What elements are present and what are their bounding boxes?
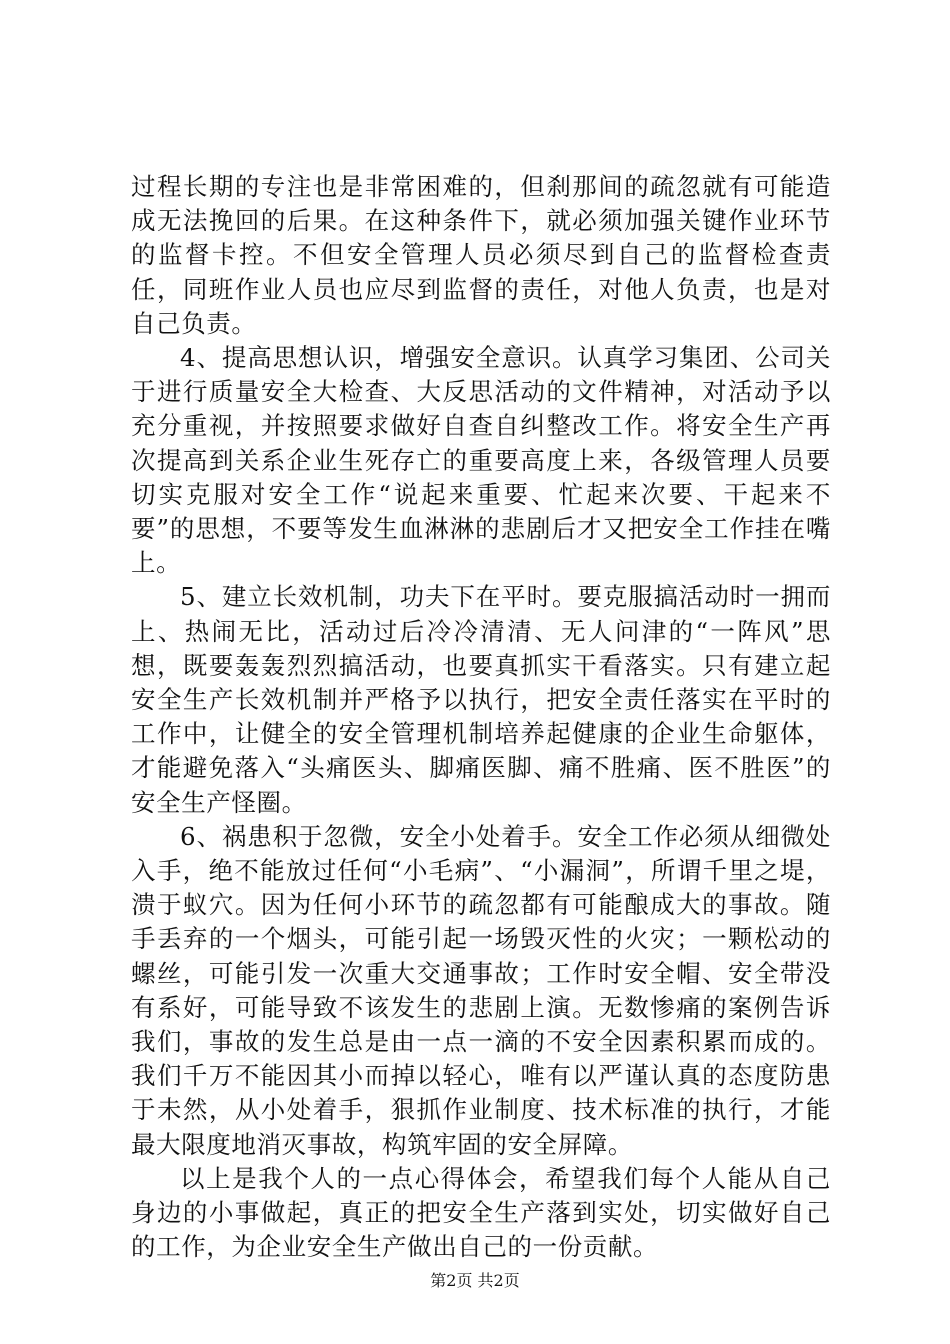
page-footer <box>0 1271 950 1291</box>
paragraph-item-5: 5、建立长效机制，功夫下在平时。要克服搞活动时一拥而上、热闹无比，活动过后冷冷清清、无人问津的“一阵风”思想，既要轰轰烈烈搞活动，也要真抓实干看落实。只有建立起安全生产长效机制并严格予以执行，把安全责任落实在平时的工作中，让健全的安全管理机制培养起健康的企业生命躯体，才能避免落入“头痛医头、脚痛医脚、痛不胜痛、医不胜医”的安全生产怪圈。 <box>131 582 831 817</box>
document-body <box>131 170 831 1265</box>
paragraph-closing: 以上是我个人的一点心得体会，希望我们每个人能从自己身边的小事做起，真正的把安全生产落到实处，切实做好自己的工作，为企业安全生产做出自己的一份贡献。 <box>131 1163 831 1262</box>
paragraph-continued: 过程长期的专注也是非常困难的，但刹那间的疏忽就有可能造成无法挽回的后果。在这种条件下，就必须加强关键作业环节的监督卡控。不但安全管理人员必须尽到自己的监督检查责任，同班作业人员也应尽到监督的责任，对他人负责，也是对自己负责。 <box>131 172 831 338</box>
page-number-label: 第2页 共2页 <box>430 1271 520 1290</box>
paragraph-item-4: 4、提高思想认识，增强安全意识。认真学习集团、公司关于进行质量安全大检查、大反思活动的文件精神，对活动予以充分重视，并按照要求做好自查自纠整改工作。将安全生产再次提高到关系企业生死存亡的重要高度上来，各级管理人员要切实克服对安全工作“说起来重要、忙起来次要、干起来不要”的思想，不要等发生血淋淋的悲剧后才又把安全工作挂在嘴上。 <box>131 343 831 578</box>
paragraph-item-6: 6、祸患积于忽微，安全小处着手。安全工作必须从细微处入手，绝不能放过任何“小毛病”、“小漏洞”，所谓千里之堤，溃于蚁穴。因为任何小环节的疏忽都有可能酿成大的事故。随手丢弃的一个烟头，可能引起一场毁灭性的火灾；一颗松动的螺丝，可能引发一次重大交通事故；工作时安全帽、安全带没有系好，可能导致不该发生的悲剧上演。无数惨痛的案例告诉我们，事故的发生总是由一点一滴的不安全因素积累而成的。我们千万不能因其小而掉以轻心，唯有以严谨认真的态度防患于未然，从小处着手，狠抓作业制度、技术标准的执行，才能最大限度地消灭事故，构筑牢固的安全屏障。 <box>131 821 831 1159</box>
